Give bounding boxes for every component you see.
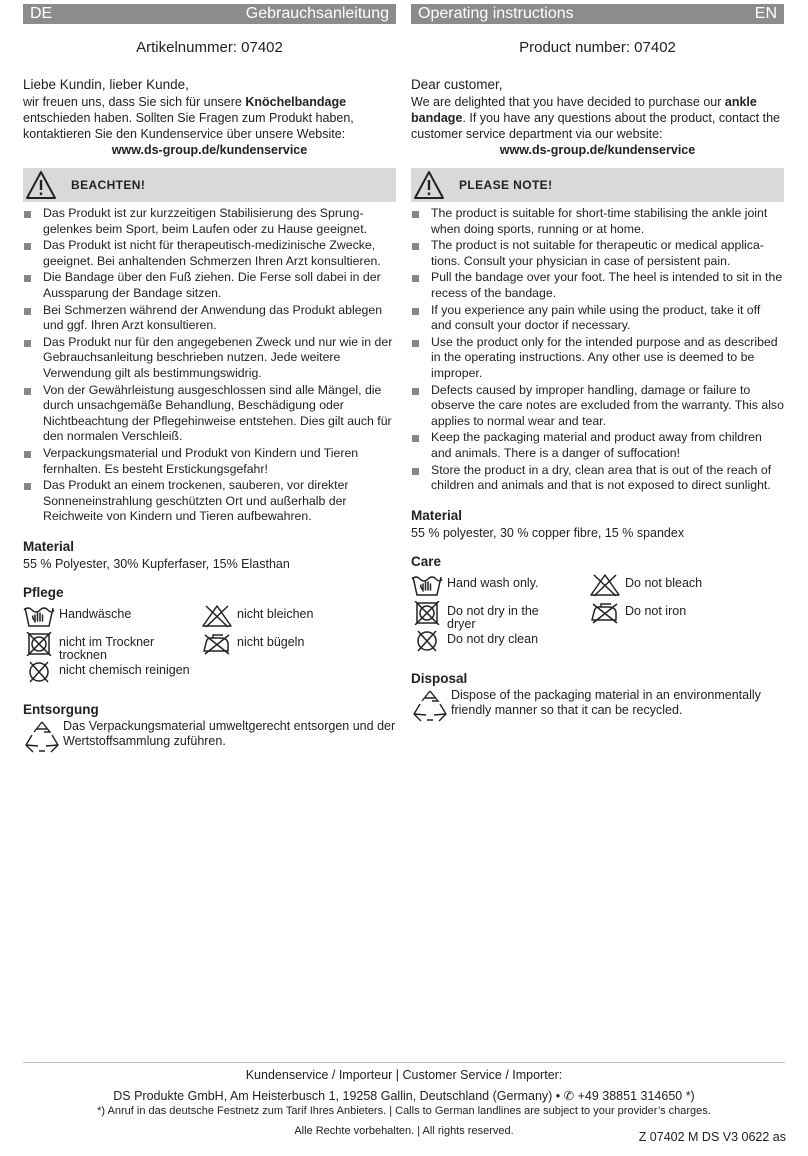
greeting: Dear customer, [411, 77, 503, 92]
service-url: www.ds-group.de/kundenservice [499, 143, 696, 157]
list-item: Defects caused by improper handling, damage or failure to observe the care notes are excluded from the warranty. This also applies to normal wear and tear. [411, 383, 784, 430]
footer-address: DS Produkte GmbH, Am Heisterbusch 1, 19258 Gallin, Deutschland (Germany) • ✆ +49 38851 314650 *) [113, 1089, 695, 1103]
greeting: Liebe Kundin, lieber Kunde, [23, 77, 189, 92]
warning-box [23, 168, 396, 202]
care-item [23, 660, 190, 684]
care-item [23, 604, 131, 628]
disposal-text: Das Verpackungsmaterial umweltgerecht entsorgen und der Wertstoffsammlung zuführen. [63, 718, 396, 749]
care-text: nicht chemisch reinigen [59, 662, 190, 677]
list-item: If you experience any pain while using the product, take it off and consult your doctor if necessary. [411, 303, 784, 334]
list-item: Die Bandage über den Fuß ziehen. Die Ferse soll dabei in der Aussparung der Bandage sitzen. [23, 270, 396, 301]
material-heading: Material [411, 507, 463, 523]
no-iron-icon [201, 632, 233, 656]
care-heading: Pflege [23, 584, 64, 600]
footer-call-note: *) Anruf in das deutsche Festnetz zum Tarif Ihres Anbieters. | Calls to German landlines are subject to your provider’s charges. [97, 1105, 711, 1117]
list-item: The product is suitable for short-time stabilising the ankle joint when doing sports, running or at home. [411, 206, 784, 237]
safety-list [23, 206, 396, 525]
warning-triangle-icon [25, 170, 57, 200]
lang-code: DE [30, 5, 53, 22]
warning-label: PLEASE NOTE! [459, 178, 553, 192]
list-item: Das Produkt nur für den angegebenen Zweck und nur wie in der Gebrauchsanleitung beschrieben nutzen. Jede weitere Verwendung gilt als bestimmungswidrig. [23, 335, 396, 382]
warning-label: BEACHTEN! [71, 178, 146, 192]
footer-service-label: Kundenservice / Importeur | Customer Service / Importer: [245, 1068, 563, 1082]
care-text: nicht bügeln [237, 634, 305, 649]
list-item: Das Produkt an einem trockenen, sauberen, vor direkter Sonneneinstrahlung geschützten Ort und außerhalb der Reichweite von Kindern und Tieren aufbewahren. [23, 478, 396, 525]
list-item: Verpackungsmaterial und Produkt von Kindern und Tieren fernhalten. Es besteht Erstickungsgefahr! [23, 446, 396, 477]
list-item: Von der Gewährleistung ausgeschlossen sind alle Mängel, die durch unsachgemäße Behandlung, Beschädigung oder Nichtbeachtung der Pflegehinweise entstehen. Dies gilt auch für den normalen Verschleiß. [23, 383, 396, 445]
list-item: Das Produkt ist zur kurzzeitigen Stabilisierung des Sprunggelenkes beim Sport, beim Laufen oder zu Hause geeignet. [23, 206, 396, 237]
disposal-row [411, 688, 784, 724]
intro-text: We are delighted that you have decided to purchase our ankle bandage. If you have any questions about the product, contact the customer service department via our website: [411, 95, 780, 141]
product-name: Knöchelbandage [245, 95, 347, 109]
material-text: 55 % Polyester, 30% Kupferfaser, 15% Elasthan [23, 556, 290, 571]
care-item [411, 629, 538, 653]
no-dry-clean-icon [411, 629, 443, 653]
care-text: Do not bleach [625, 575, 703, 590]
care-symbols [411, 573, 784, 669]
care-text: Do not dry in the dryer [447, 603, 539, 631]
disposal-heading: Disposal [411, 670, 468, 686]
material-text: 55 % polyester, 30 % copper fibre, 15 % spandex [411, 525, 685, 540]
section-header-de [23, 4, 396, 24]
care-text: nicht im Trockner trocknen [59, 634, 155, 662]
care-item [589, 601, 686, 625]
care-text: nicht bleichen [237, 606, 314, 621]
material-heading: Material [23, 538, 75, 554]
list-item: Keep the packaging material and product away from children and animals. There is a danger of suffocation! [411, 430, 784, 461]
care-item [201, 632, 304, 656]
list-item: Pull the bandage over your foot. The heel is intended to sit in the recess of the bandage. [411, 270, 784, 301]
no-tumble-dry-icon [411, 601, 443, 625]
section-header-en [411, 4, 784, 24]
list-item: The product is not suitable for therapeutic or medical applications. Consult your physician in case of persistent pain. [411, 238, 784, 269]
care-item [589, 573, 702, 597]
care-text: Do not dry clean [447, 631, 539, 646]
article-number: Artikelnummer: 07402 [136, 39, 283, 56]
no-iron-icon [589, 601, 621, 625]
column-de [23, 4, 396, 755]
safety-list [411, 206, 784, 494]
recycle-icon [23, 719, 61, 755]
no-tumble-dry-icon [23, 632, 55, 656]
product-name: ankle bandage [411, 95, 757, 125]
section-title: Gebrauchsanleitung [245, 5, 389, 22]
disposal-text: Dispose of the packaging material in an environmentally friendly manner so that it can be recycled. [451, 687, 761, 718]
care-symbols [23, 604, 396, 700]
care-text: Do not iron [625, 603, 687, 618]
disposal-row [23, 719, 396, 755]
hand-wash-icon [23, 604, 55, 628]
no-bleach-icon [201, 604, 233, 628]
care-item [411, 601, 561, 631]
care-item [23, 632, 193, 662]
care-text: Handwäsche [59, 606, 132, 621]
column-en [411, 4, 784, 724]
care-item [201, 604, 313, 628]
list-item: Store the product in a dry, clean area that is out of the reach of children and animals and that is not exposed to direct sunlight. [411, 463, 784, 494]
footer-rights: Alle Rechte vorbehalten. | All rights reserved. [294, 1125, 514, 1137]
document-code: Z 07402 M DS V3 0622 as [638, 1130, 786, 1144]
warning-box [411, 168, 784, 202]
article-number: Product number: 07402 [519, 39, 676, 56]
care-heading: Care [411, 553, 442, 569]
service-url: www.ds-group.de/kundenservice [111, 143, 308, 157]
list-item: Use the product only for the intended purpose and as described in the operating instructions. Any other use is deemed to be improper. [411, 335, 784, 382]
section-title: Operating instructions [418, 5, 574, 22]
disposal-heading: Entsorgung [23, 701, 99, 717]
lang-code: EN [754, 5, 777, 22]
care-text: Hand wash only. [447, 575, 539, 590]
intro-text: wir freuen uns, dass Sie sich für unsere Knöchelbandage entschieden haben. Sollten Sie Fragen zum Produkt haben, kontaktieren Sie den Kundenservice über unsere Website: [23, 95, 354, 141]
care-item [411, 573, 539, 597]
footer [23, 1062, 785, 1137]
no-bleach-icon [589, 573, 621, 597]
hand-wash-icon [411, 573, 443, 597]
list-item: Bei Schmerzen während der Anwendung das Produkt ablegen und ggf. Ihren Arzt konsultieren. [23, 303, 396, 334]
list-item: Das Produkt ist nicht für therapeutisch-medizinische Zwecke, geeignet. Bei anhaltenden Schmerzen Ihren Arzt konsultieren. [23, 238, 396, 269]
no-dry-clean-icon [23, 660, 55, 684]
warning-triangle-icon [413, 170, 445, 200]
recycle-icon [411, 688, 449, 724]
